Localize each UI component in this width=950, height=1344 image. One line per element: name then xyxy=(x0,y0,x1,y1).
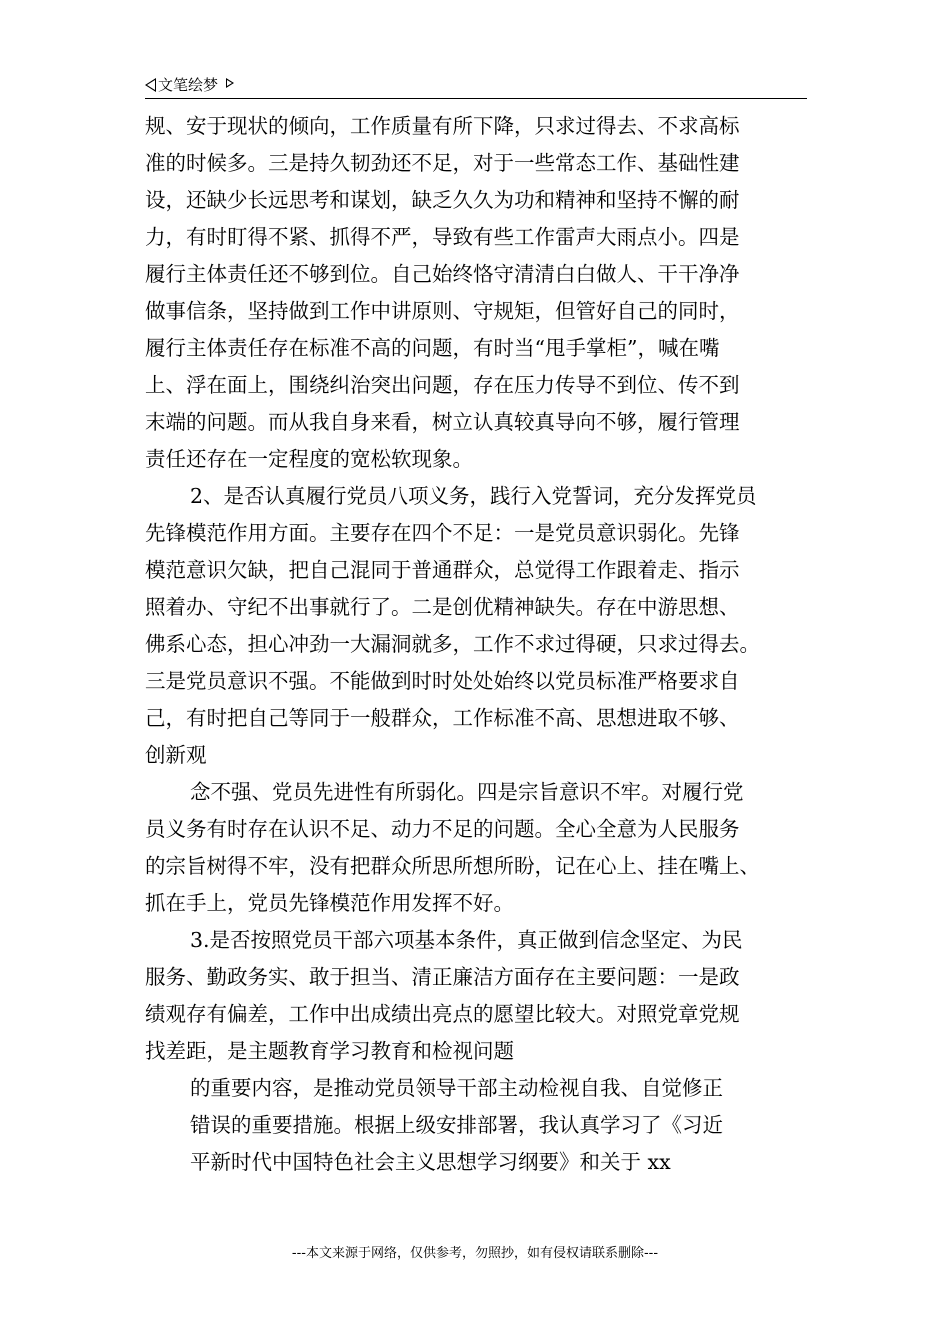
text-line: 服务、勤政务实、敢于担当、清正廉洁方面存在主要问题：一是政 xyxy=(145,965,740,989)
text-line: 上、浮在面上，围绕纠治突出问题，存在压力传导不到位、传不到 xyxy=(145,373,740,397)
text-line: 绩观存有偏差，工作中出成绩出亮点的愿望比较大。对照党章党规 xyxy=(145,1002,740,1026)
text-line: 照着办、守纪不出事就行了。二是创优精神缺失。存在中游思想、 xyxy=(145,595,740,619)
text-line: 员义务有时存在认识不足、动力不足的问题。全心全意为人民服务 xyxy=(145,817,740,841)
text-line: 三是党员意识不强。不能做到时时处处始终以党员标准严格要求自 xyxy=(145,669,740,693)
paragraph-start-line: 3.是否按照党员干部六项基本条件，真正做到信念坚定、为民 xyxy=(190,928,743,952)
document-body xyxy=(145,108,810,1181)
text-line: 找差距，是主题教育学习教育和检视问题 xyxy=(145,1039,514,1063)
text-line: 佛系心态，担心冲劲一大漏洞就多，工作不求过得硬，只求过得去。 xyxy=(145,632,760,656)
triangle-left-outline-icon xyxy=(145,78,156,92)
header-title-row xyxy=(145,75,234,95)
text-line: 履行主体责任还不够到位。自己始终恪守清清白白做人、干干净净 xyxy=(145,262,740,286)
text-line: 力，有时盯得不紧、抓得不严，导致有些工作雷声大雨点小。四是 xyxy=(145,225,740,249)
text-line: 履行主体责任存在标准不高的问题，有时当“甩手掌柜”，喊在嘴 xyxy=(145,336,720,360)
text-line: 先锋模范作用方面。主要存在四个不足：一是党员意识弱化。先锋 xyxy=(145,521,740,545)
page-header xyxy=(145,73,807,99)
text-line: 末端的问题。而从我自身来看，树立认真较真导向不够，履行管理 xyxy=(145,410,740,434)
text-line: 创新观 xyxy=(145,743,207,767)
text-line: 责任还存在一定程度的宽松软现象。 xyxy=(145,447,473,471)
text-line: 模范意识欠缺，把自己混同于普通群众，总觉得工作跟着走、指示 xyxy=(145,558,740,582)
paragraph-start-line: 念不强、党员先进性有所弱化。四是宗旨意识不牢。对履行党 xyxy=(190,780,744,804)
text-line: 准的时候多。三是持久韧劲还不足，对于一些常态工作、基础性建 xyxy=(145,151,740,175)
paragraph-start-line: 2、是否认真履行党员八项义务，践行入党誓词，充分发挥党员 xyxy=(190,484,757,508)
text-line: 错误的重要措施。根据上级安排部署，我认真学习了《习近 xyxy=(190,1113,723,1137)
text-line: 规、安于现状的倾向，工作质量有所下降，只求过得去、不求高标 xyxy=(145,114,740,138)
text-line: 平新时代中国特色社会主义思想学习纲要》和关于 xx xyxy=(190,1150,671,1174)
page-footer: ---本文来源于网络，仅供参考，勿照抄，如有侵权请联系删除--- xyxy=(291,1246,659,1261)
header-divider xyxy=(145,98,807,99)
paragraph-start-line: 的重要内容，是推动党员领导干部主动检视自我、自觉修正 xyxy=(190,1076,723,1100)
text-line: 抓在手上，党员先锋模范作用发挥不好。 xyxy=(145,891,514,915)
text-line: 的宗旨树得不牢，没有把群众所思所想所盼，记在心上、挂在嘴上、 xyxy=(145,854,760,878)
text-line: 己，有时把自己等同于一般群众，工作标准不高、思想进取不够、 xyxy=(145,706,740,730)
triangle-right-outline-icon xyxy=(226,78,234,88)
text-line: 做事信条，坚持做到工作中讲原则、守规矩，但管好自己的同时， xyxy=(145,299,740,323)
header-title: 文笔绘梦 xyxy=(158,76,219,94)
text-line: 设，还缺少长远思考和谋划，缺乏久久为功和精神和坚持不懈的耐 xyxy=(145,188,740,212)
